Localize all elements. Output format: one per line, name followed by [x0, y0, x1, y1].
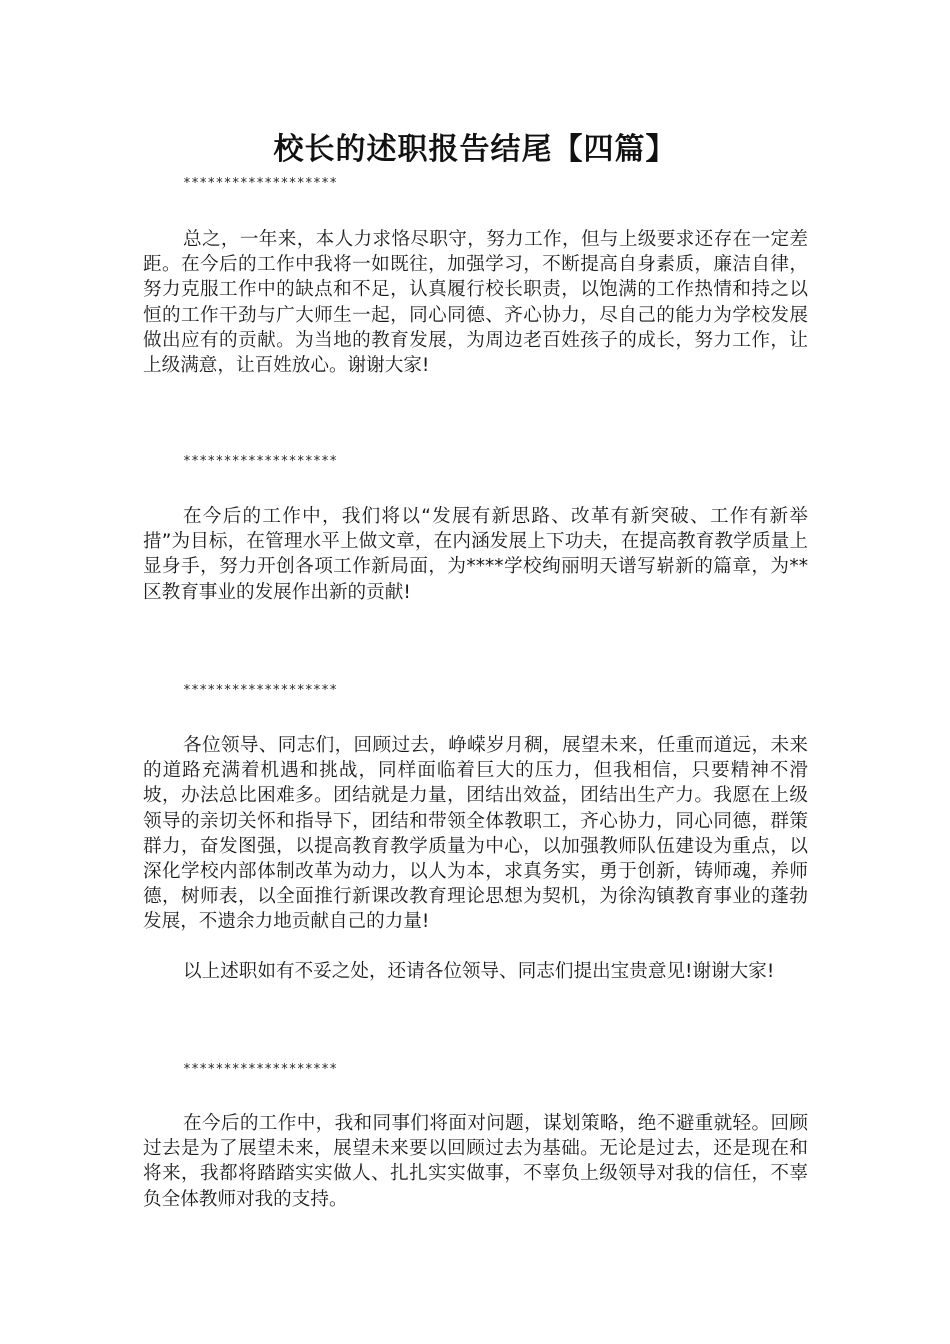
section-paragraph: 各位领导、同志们，回顾过去，峥嵘岁月稠，展望未来，任重而道远，未来的道路充满着机遇和挑战，同样面临着巨大的压力，但我相信，只要精神不滑坡，办法总比困难多。团结就是力量，团结出效益，团结出生产力。我愿在上级领导的亲切关怀和指导下，团结和带领全体教职工，齐心协力，同心同德，群策群力，奋发图强，以提高教育教学质量为中心，以加强教师队伍建设为重点，以深化学校内部体制改革为动力，以人为本，求真务实，勇于创新，铸师魂，养师德，树师表，以全面推行新课改教育理论思想为契机，为徐沟镇教育事业的蓬勃发展，不遗余力地贡献自己的力量! — [143, 735, 808, 933]
section-separator: ******************* — [183, 1062, 338, 1077]
section-paragraph: 在今后的工作中，我和同事们将面对问题，谋划策略，绝不避重就轻。回顾过去是为了展望未来，展望未来要以回顾过去为基础。无论是过去，还是现在和将来，我都将踏踏实实做人、扎扎实实做事，不辜负上级领导对我的信任，不辜负全体教师对我的支持。 — [143, 1113, 808, 1210]
section-separator: ******************* — [183, 176, 338, 191]
section-separator: ******************* — [183, 454, 338, 469]
document-title: 校长的述职报告结尾【四篇】 — [273, 132, 677, 167]
section-paragraph: 总之，一年来，本人力求恪尽职守，努力工作，但与上级要求还存在一定差距。在今后的工作中我将一如既往，加强学习，不断提高自身素质，廉洁自律，努力克服工作中的缺点和不足，认真履行校长职责，以饱满的工作热情和持之以恒的工作干劲与广大师生一起，同心同德、齐心协力，尽自己的能力为学校发展做出应有的贡献。为当地的教育发展，为周边老百姓孩子的成长，努力工作，让上级满意，让百姓放心。谢谢大家! — [143, 229, 808, 377]
section-paragraph: 以上述职如有不妥之处，还请各位领导、同志们提出宝贵意见!谢谢大家! — [183, 961, 775, 982]
section-separator: ******************* — [183, 683, 338, 698]
section-paragraph: 在今后的工作中，我们将以“发展有新思路、改革有新突破、工作有新举措”为目标，在管理水平上做文章，在内涵发展上下功夫，在提高教育教学质量上显身手，努力开创各项工作新局面，为****学校绚丽明天谱写崭新的篇章，为**区教育事业的发展作出新的贡献! — [143, 506, 808, 603]
